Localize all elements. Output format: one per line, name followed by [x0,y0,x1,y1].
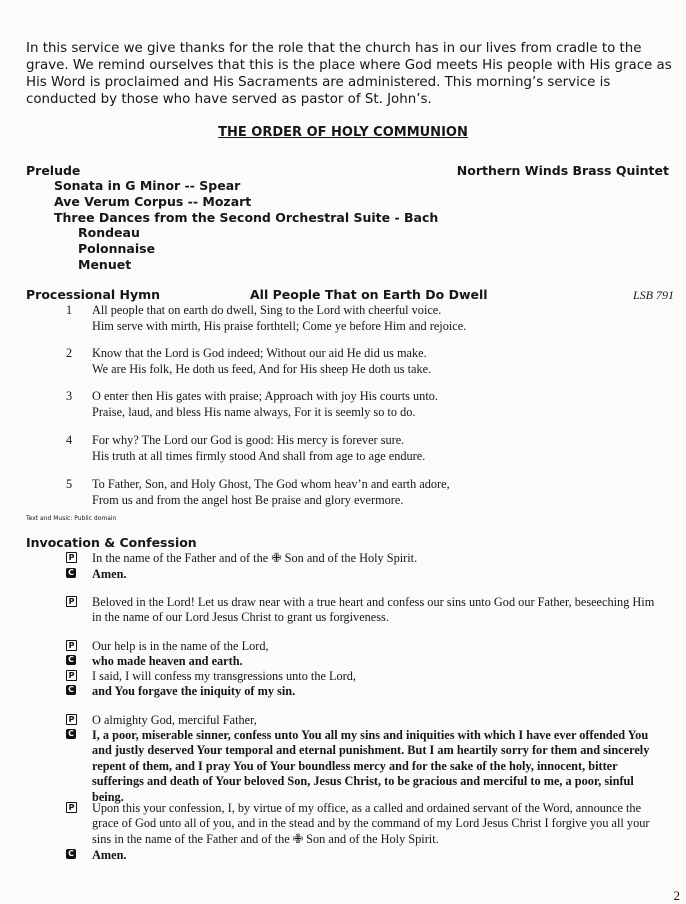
pastor-icon: P [66,552,77,563]
pastor-line [66,551,658,566]
congregation-line [66,684,658,699]
verse-number: 2 [66,346,73,360]
verse-number: 5 [66,477,73,491]
pastor-icon: P [66,640,77,651]
dance-item: Rondeau [78,225,140,241]
pastor-icon: P [66,670,77,681]
liturgy-text: who made heaven and earth. [92,654,243,668]
dance-item: Polonnaise [78,241,156,257]
verse-line: Praise, laud, and bless His name always, For it is seemly so to do. [92,404,416,419]
congregation-icon: C [66,729,76,739]
liturgy-text: Upon this your confession, I, by virtue of my office, as a called and ordained servant of the Word, announce the grace of God unto all of you, and in the stead and by the command of my Lord Jesus Christ I forgive you all your sins in the name of the Father and of the ✙ Son and of the Holy Spirit. [92,801,650,846]
prelude-heading: Prelude [26,163,81,178]
congregation-icon: C [66,568,76,578]
liturgy-text: In the name of the Father and of the ✙ Son and of the Holy Spirit. [92,551,418,565]
liturgy-text: Our help is in the name of the Lord, [92,639,269,653]
verse-line: Him serve with mirth, His praise forthtell; Come ye before Him and rejoice. [92,318,467,333]
hymn-heading: Processional Hymn [26,287,161,302]
pastor-line [66,639,658,654]
prelude-list [54,178,438,273]
pastor-line [66,595,658,626]
congregation-line [66,654,658,669]
congregation-line [66,567,658,582]
pastor-icon: P [66,802,77,813]
prelude-item: Three Dances from the Second Orchestral Suite - Bach [54,209,439,225]
page-number: 2 [673,888,680,903]
liturgy-text: Beloved in the Lord! Let us draw near with a true heart and confess our sins unto God our Father, beseeching Him in the name of our Lord Jesus Christ to grant us forgiveness. [92,595,655,625]
verse-number: 1 [66,303,73,317]
pastor-icon: P [66,596,77,607]
congregation-line [66,728,658,805]
liturgy-text: Amen. [92,567,127,581]
pastor-line [66,713,658,728]
verse-line: From us and from the angel host Be praise and glory evermore. [92,492,404,507]
congregation-line [66,848,658,863]
pastor-line [66,669,658,684]
verse-line: Know that the Lord is God indeed; Without our aid He did us make. [92,346,427,360]
verse-line: To Father, Son, and Holy Ghost, The God whom heav’n and earth adore, [92,477,450,491]
prelude-item: Ave Verum Corpus -- Mozart [54,193,252,209]
congregation-icon: C [66,849,76,859]
prelude-item: Sonata in G Minor -- Spear [54,178,241,193]
verse-line: We are His folk, He doth us feed, And for His sheep He doth us take. [92,361,432,376]
hymn-credit: Text and Music: Public domain [26,515,117,522]
hymn-reference: LSB 791 [632,288,674,302]
pastor-line [66,801,658,847]
liturgy-text: I said, I will confess my transgressions unto the Lord, [92,669,356,683]
congregation-icon: C [66,685,76,695]
order-title: THE ORDER OF HOLY COMMUNION [218,125,468,140]
pastor-icon: P [66,714,77,725]
liturgy-text: Amen. [92,848,127,862]
verse-line: For why? The Lord our God is good: His mercy is forever sure. [92,433,405,447]
verse-line: All people that on earth do dwell, Sing to the Lord with cheerful voice. [92,303,442,317]
invocation-heading: Invocation & Confession [26,535,197,550]
congregation-icon: C [66,655,76,665]
hymn-title: All People That on Earth Do Dwell [250,287,488,302]
prelude-performer: Northern Winds Brass Quintet [456,163,669,178]
verse-number: 3 [66,389,73,403]
verse-number: 4 [66,433,73,447]
verse-line: O enter then His gates with praise; Approach with joy His courts unto. [92,389,438,403]
verse-line: His truth at all times firmly stood And shall from age to age endure. [92,448,426,463]
dance-item: Menuet [78,256,132,272]
liturgy-text: and You forgave the iniquity of my sin. [92,684,296,698]
liturgy-text: O almighty God, merciful Father, [92,713,257,727]
liturgy-text: I, a poor, miserable sinner, confess unto You all my sins and iniquities with which I have ever offended You and justly deserved Your temporal and eternal punishment. But I am heartily sorry for them and sincerely repent of them, and I pray You of Your boundless mercy and for the sake of the holy, innocent, bitter sufferings and death of Your beloved Son, Jesus Christ, to be gracious and merciful to me, a poor, sinful being. [92,728,650,804]
intro-paragraph: In this service we give thanks for the role that the church has in our lives from cradle to the grave. We remind ourselves that this is the place where God meets His people with His grace as His Word is proclaimed and His Sacraments are administered. This morning’s service is conducted by those who have served as pastor of St. John’s. [26,41,672,107]
